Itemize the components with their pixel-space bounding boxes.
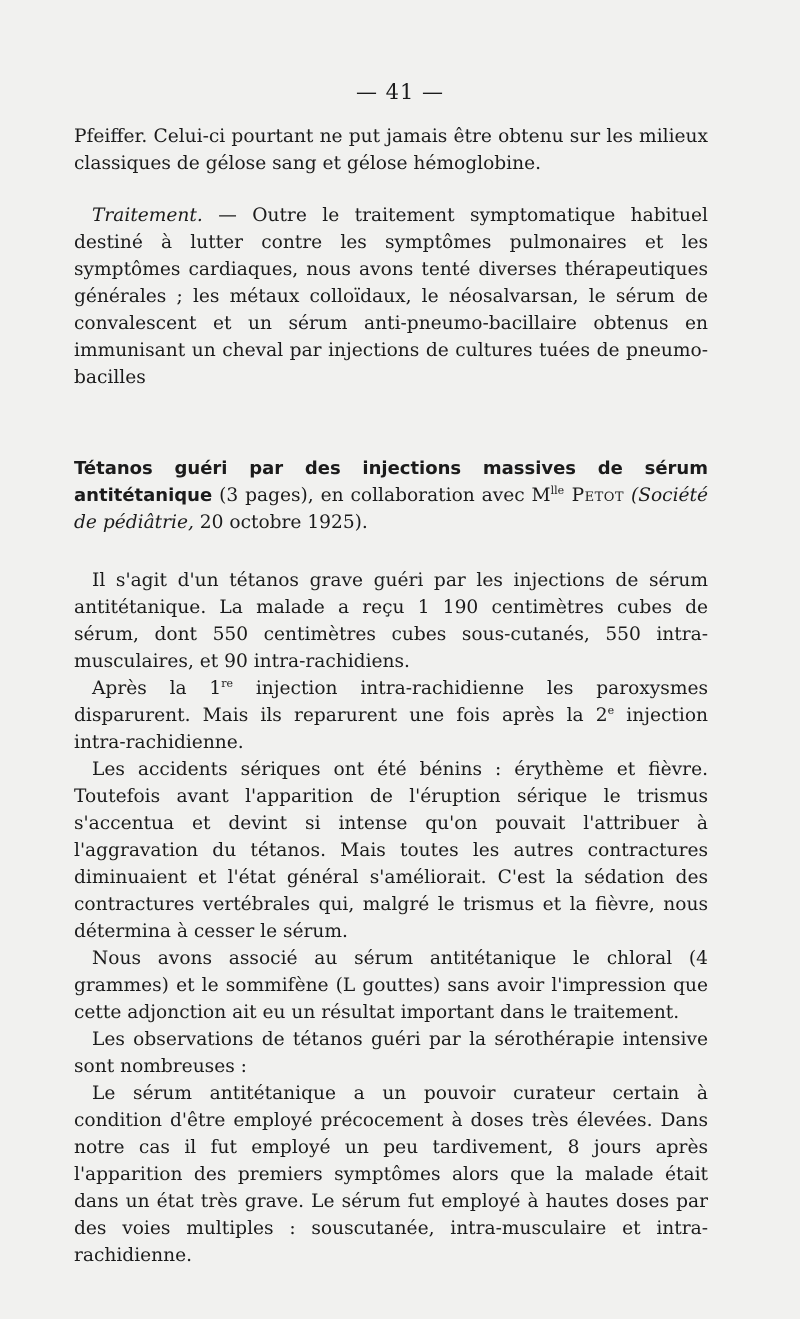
body-p2-part-b: injection intra-rachidienne les paroxysmes disparurent. Mais ils reparurent une fois après la 2: [74, 678, 708, 726]
traitement-label: Traitement.: [92, 205, 203, 226]
body-paragraph-1: Il s'agit d'un tétanos grave guéri par les injections de sérum antitétanique. La malade a reçu 1 190 centimètres cubes de sérum, dont 550 centimètres cubes sous-cutanés, 550 intra-musculaires, et 90 intra-rachidiens.: [74, 570, 708, 672]
intro-paragraph: Pfeiffer. Celui-ci pourtant ne put jamais être obtenu sur les milieux classiques de gélose sang et gélose hémoglobine.: [74, 126, 708, 174]
body-paragraph-5: Les observations de tétanos guéri par la sérothérapie intensive sont nombreuses :: [74, 1029, 708, 1077]
body-p2-part-c: injection intra-rachidienne.: [74, 705, 708, 753]
traitement-paragraph: [74, 202, 708, 391]
body-paragraph-3: Les accidents sériques ont été bénins : érythème et fièvre. Toutefois avant l'apparition de l'éruption sérique le trismus s'accentua et devint si intense qu'on pouvait l'attribuer à l'aggravation du tétanos. Mais toutes les autres contractures diminuaient et l'état général s'améliorait. C'est la sédation des contractures vertébrales qui, malgré le trismus et la fièvre, nous détermina à cesser le sérum.: [74, 759, 708, 942]
traitement-paragraph-block: [74, 202, 708, 391]
traitement-text: — Outre le traitement symptomatique habituel destiné à lutter contre les symptômes pulmonaires et les symptômes cardiaques, nous avons tenté diverses thérapeutiques générales ; les métaux colloïdaux, le néosalvarsan, le sérum de convalescent et un sérum anti-pneumo-bacillaire obtenus en immunisant un cheval par injections de cultures tuées de pneumo-bacilles: [74, 205, 708, 388]
page-number: — 41 —: [355, 80, 445, 104]
body-p2-superscript-1: re: [221, 677, 234, 690]
publication-heading-block: [74, 455, 708, 536]
publication-heading: [74, 455, 708, 536]
publication-title: Tétanos guéri par des injections massives de sérum antitétanique: [74, 458, 708, 506]
publication-pages: (3 pages), en collaboration avec M: [212, 485, 551, 506]
body-paragraph-2: [74, 675, 708, 756]
body-p2-superscript-2: e: [607, 704, 615, 717]
body-paragraph-4: Nous avons associé au sérum antitétanique le chloral (4 grammes) et le sommifène (L gouttes) sans avoir l'impression que cette adjonction ait eu un résultat important dans le traitement.: [74, 948, 708, 1023]
body-p2-part-a: Après la 1: [92, 678, 222, 699]
mlle-superscript: lle: [550, 484, 565, 497]
body-text-block: [74, 567, 708, 1269]
publication-date: 20 octobre 1925).: [193, 512, 368, 533]
body-paragraph-6: Le sérum antitétanique a un pouvoir curateur certain à condition d'être employé précocement à doses très élevées. Dans notre cas il fut employé un peu tardivement, 8 jours après l'apparition des premiers symptômes alors que la malade était dans un état très grave. Le sérum fut employé à hautes doses par des voies multiples : souscutanée, intra-musculaire et intra-rachidienne.: [74, 1083, 708, 1266]
publication-source: (Société de pédiâtrie,: [74, 485, 709, 533]
intro-paragraph-block: [74, 123, 708, 177]
publication-author: Petot: [564, 485, 625, 506]
